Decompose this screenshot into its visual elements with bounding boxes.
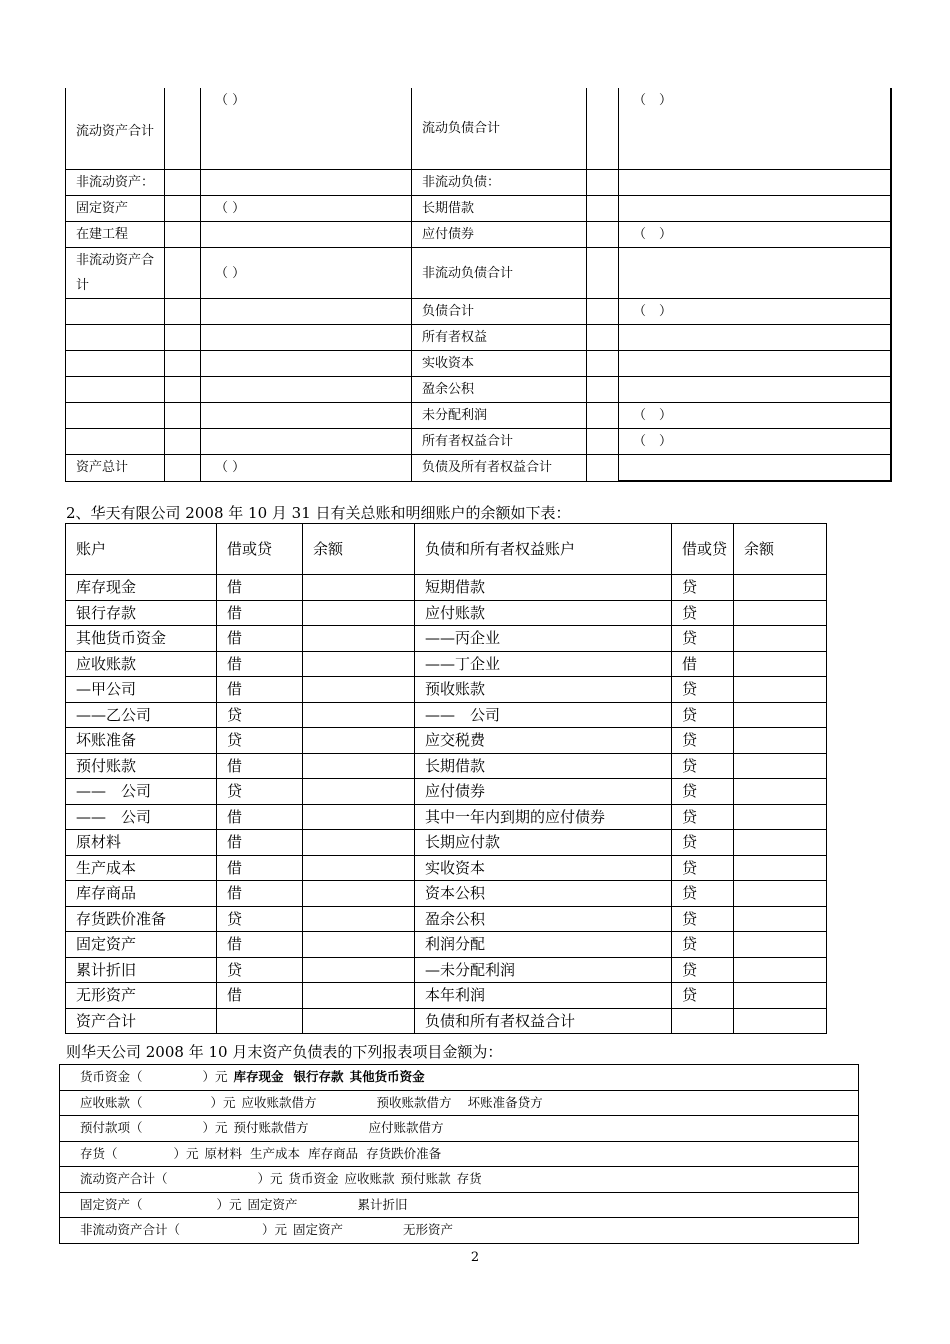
cell-liability-amount xyxy=(619,248,891,299)
table-row xyxy=(66,1008,827,1034)
cell-dc: 贷 xyxy=(217,957,303,983)
cell-blank xyxy=(165,170,201,196)
report-items-table xyxy=(59,1064,859,1244)
item-label: 存货（ xyxy=(80,1145,118,1161)
cell-liab-account: 负债和所有者权益合计 xyxy=(415,1008,672,1034)
cell-liab-balance xyxy=(734,881,827,907)
cell-blank xyxy=(587,351,619,377)
cell-liab-dc: 贷 xyxy=(672,600,734,626)
report-items-rows xyxy=(60,1065,859,1244)
cell-liab-balance xyxy=(734,1008,827,1034)
cell-liability-amount: （ ） xyxy=(619,403,891,429)
cell-liab-balance xyxy=(734,600,827,626)
cell-asset xyxy=(66,403,165,429)
cell-blank xyxy=(587,455,619,482)
cell-liab-balance xyxy=(734,957,827,983)
cell-liab-dc: 贷 xyxy=(672,983,734,1009)
cell-liab-account: 应交税费 xyxy=(415,728,672,754)
cell-liab-dc: 贷 xyxy=(672,575,734,601)
cell-liability-amount xyxy=(619,196,891,222)
cell-liability-amount xyxy=(619,351,891,377)
cell-liab-account: ——丁企业 xyxy=(415,651,672,677)
header-account: 账户 xyxy=(66,524,217,575)
cell-liab-balance xyxy=(734,804,827,830)
cell-account: —甲公司 xyxy=(66,677,217,703)
cell-dc: 贷 xyxy=(217,702,303,728)
cell-liab-dc xyxy=(672,1008,734,1034)
cell-asset xyxy=(66,299,165,325)
cell-liability: 流动负债合计 xyxy=(412,88,587,170)
table-row xyxy=(66,677,827,703)
cell-liab-dc: 贷 xyxy=(672,830,734,856)
cell-balance xyxy=(303,753,415,779)
cell-liab-balance xyxy=(734,932,827,958)
cell-liability-amount xyxy=(619,377,891,403)
cell-balance xyxy=(303,983,415,1009)
item-component: 固定资产 xyxy=(247,1196,298,1212)
item-component: 应收账款借方 xyxy=(241,1094,317,1110)
cell-liability: 长期借款 xyxy=(412,196,587,222)
cell-liab-balance xyxy=(734,753,827,779)
cell-blank xyxy=(587,403,619,429)
cell-liab-account: 预收账款 xyxy=(415,677,672,703)
cell-account: 库存商品 xyxy=(66,881,217,907)
item-label: 非流动资产合计（ xyxy=(80,1222,181,1238)
question-heading: 2、华天有限公司 2008 年 10 月 31 日有关总账和明细账户的余额如下表： xyxy=(66,504,571,522)
account-balance-table xyxy=(65,523,827,1034)
cell-dc xyxy=(217,1008,303,1034)
cell-blank xyxy=(165,299,201,325)
table-row xyxy=(66,248,891,299)
table-row xyxy=(66,222,891,248)
cell-liab-account: 实收资本 xyxy=(415,855,672,881)
table-row xyxy=(66,728,827,754)
item-component: 存货 xyxy=(456,1171,482,1187)
table-row xyxy=(66,804,827,830)
table-row xyxy=(66,299,891,325)
cell-blank xyxy=(165,196,201,222)
item-component: 固定资产 xyxy=(293,1222,344,1238)
cell-liab-account: 长期借款 xyxy=(415,753,672,779)
header-liab-balance: 余额 xyxy=(734,524,827,575)
cell-dc: 借 xyxy=(217,804,303,830)
table-row xyxy=(60,1090,859,1116)
cell-liability: 所有者权益 xyxy=(412,325,587,351)
cell-asset xyxy=(66,429,165,455)
item-component: 预付账款 xyxy=(400,1171,451,1187)
cell-liab-dc: 贷 xyxy=(672,881,734,907)
cell-account: 固定资产 xyxy=(66,932,217,958)
cell-liab-account: 盈余公积 xyxy=(415,906,672,932)
cell-dc: 借 xyxy=(217,932,303,958)
report-item xyxy=(60,1192,859,1218)
cell-liab-balance xyxy=(734,906,827,932)
cell-dc: 借 xyxy=(217,983,303,1009)
cell-account: —— 公司 xyxy=(66,779,217,805)
cell-asset-amount xyxy=(201,170,412,196)
cell-liab-account: 应付债券 xyxy=(415,779,672,805)
cell-account: 库存现金 xyxy=(66,575,217,601)
cell-liab-account: ——丙企业 xyxy=(415,626,672,652)
item-label: 固定资产（ xyxy=(80,1196,143,1212)
cell-liability-amount: （ ） xyxy=(619,88,891,170)
cell-liability-amount xyxy=(619,325,891,351)
cell-liability: 未分配利润 xyxy=(412,403,587,429)
cell-balance xyxy=(303,677,415,703)
table-row xyxy=(60,1192,859,1218)
cell-asset xyxy=(66,377,165,403)
table-row xyxy=(66,429,891,455)
cell-balance xyxy=(303,804,415,830)
table-row xyxy=(66,626,827,652)
cell-liability: 所有者权益合计 xyxy=(412,429,587,455)
cell-balance xyxy=(303,651,415,677)
cell-liab-balance xyxy=(734,626,827,652)
item-component: 银行存款 xyxy=(293,1069,344,1085)
cell-liab-dc: 贷 xyxy=(672,753,734,779)
item-component: 预付账款借方 xyxy=(233,1120,309,1136)
sub-heading: 则华天公司 2008 年 10 月末资产负债表的下列报表项目金额为： xyxy=(66,1043,503,1061)
table-row xyxy=(60,1065,859,1091)
cell-asset: 固定资产 xyxy=(66,196,165,222)
item-component: 其他货币资金 xyxy=(349,1069,425,1085)
cell-account: 银行存款 xyxy=(66,600,217,626)
cell-blank xyxy=(165,377,201,403)
item-unit: ）元 xyxy=(257,1171,283,1187)
cell-liability: 非流动负债： xyxy=(412,170,587,196)
table-row xyxy=(66,403,891,429)
item-component: 应付账款借方 xyxy=(368,1120,444,1136)
report-item xyxy=(60,1141,859,1167)
table-row xyxy=(66,575,827,601)
cell-liab-account: 资本公积 xyxy=(415,881,672,907)
cell-liability: 应付债券 xyxy=(412,222,587,248)
table-row xyxy=(66,88,891,170)
cell-liability: 负债及所有者权益合计 xyxy=(412,455,587,482)
table-row xyxy=(66,830,827,856)
cell-liab-dc: 贷 xyxy=(672,626,734,652)
table-row xyxy=(66,600,827,626)
cell-dc: 借 xyxy=(217,855,303,881)
cell-balance xyxy=(303,1008,415,1034)
table-row xyxy=(66,881,827,907)
cell-blank xyxy=(587,299,619,325)
item-component: 应收账款 xyxy=(344,1171,395,1187)
cell-account: 预付账款 xyxy=(66,753,217,779)
cell-liab-dc: 贷 xyxy=(672,855,734,881)
cell-account: ——乙公司 xyxy=(66,702,217,728)
item-label: 流动资产合计（ xyxy=(80,1171,168,1187)
cell-balance xyxy=(303,575,415,601)
cell-dc: 贷 xyxy=(217,779,303,805)
cell-asset-amount xyxy=(201,325,412,351)
item-component: 预收账款借方 xyxy=(376,1094,452,1110)
cell-liability: 非流动负债合计 xyxy=(412,248,587,299)
cell-liab-dc: 贷 xyxy=(672,932,734,958)
cell-blank xyxy=(165,248,201,299)
cell-blank xyxy=(587,325,619,351)
cell-liab-balance xyxy=(734,830,827,856)
cell-blank xyxy=(587,222,619,248)
cell-balance xyxy=(303,906,415,932)
cell-asset-amount xyxy=(201,351,412,377)
cell-dc: 借 xyxy=(217,651,303,677)
item-component: 库存商品 xyxy=(308,1145,359,1161)
cell-blank xyxy=(165,222,201,248)
cell-dc: 借 xyxy=(217,753,303,779)
cell-balance xyxy=(303,779,415,805)
item-component: 存货跌价准备 xyxy=(366,1145,442,1161)
cell-blank xyxy=(165,455,201,482)
cell-dc: 借 xyxy=(217,600,303,626)
cell-liability: 负债合计 xyxy=(412,299,587,325)
cell-liab-dc: 贷 xyxy=(672,779,734,805)
cell-balance xyxy=(303,932,415,958)
cell-liab-dc: 贷 xyxy=(672,804,734,830)
cell-balance xyxy=(303,881,415,907)
cell-account: 生产成本 xyxy=(66,855,217,881)
table-row xyxy=(66,196,891,222)
cell-asset-amount xyxy=(201,377,412,403)
table-row xyxy=(66,906,827,932)
cell-account: 无形资产 xyxy=(66,983,217,1009)
table-row xyxy=(66,351,891,377)
cell-account: 资产合计 xyxy=(66,1008,217,1034)
cell-liab-dc: 借 xyxy=(672,651,734,677)
cell-blank xyxy=(165,88,201,170)
account-balance-rows xyxy=(66,575,827,1034)
cell-liab-balance xyxy=(734,575,827,601)
cell-blank xyxy=(165,325,201,351)
cell-dc: 贷 xyxy=(217,906,303,932)
report-item xyxy=(60,1090,859,1116)
cell-dc: 借 xyxy=(217,575,303,601)
cell-balance xyxy=(303,600,415,626)
cell-asset-amount: （ ） xyxy=(201,88,412,170)
table-row xyxy=(66,753,827,779)
cell-dc: 借 xyxy=(217,677,303,703)
table-row xyxy=(60,1218,859,1244)
cell-liab-account: 应付账款 xyxy=(415,600,672,626)
cell-liab-account: 其中一年内到期的应付债券 xyxy=(415,804,672,830)
cell-liab-balance xyxy=(734,779,827,805)
item-component: 无形资产 xyxy=(403,1222,454,1238)
cell-balance xyxy=(303,830,415,856)
cell-liability-amount: （ ） xyxy=(619,299,891,325)
cell-asset-amount xyxy=(201,222,412,248)
item-component: 原材料 xyxy=(204,1145,243,1161)
cell-asset: 在建工程 xyxy=(66,222,165,248)
cell-balance xyxy=(303,728,415,754)
cell-dc: 借 xyxy=(217,881,303,907)
cell-liab-balance xyxy=(734,651,827,677)
table-row xyxy=(66,957,827,983)
table-row xyxy=(60,1167,859,1193)
cell-asset: 资产总计 xyxy=(66,455,165,482)
cell-liability: 盈余公积 xyxy=(412,377,587,403)
table-row xyxy=(66,779,827,805)
cell-liab-dc: 贷 xyxy=(672,702,734,728)
cell-dc: 借 xyxy=(217,830,303,856)
item-component: 库存现金 xyxy=(233,1069,284,1085)
table-row xyxy=(66,325,891,351)
cell-liab-balance xyxy=(734,677,827,703)
table-row xyxy=(66,932,827,958)
item-unit: ）元 xyxy=(202,1120,228,1136)
cell-liab-balance xyxy=(734,702,827,728)
cell-liab-balance xyxy=(734,855,827,881)
report-item xyxy=(60,1167,859,1193)
table-row xyxy=(66,377,891,403)
cell-account: 其他货币资金 xyxy=(66,626,217,652)
cell-blank xyxy=(587,88,619,170)
item-component: 累计折旧 xyxy=(357,1196,408,1212)
cell-liability: 实收资本 xyxy=(412,351,587,377)
cell-account: 原材料 xyxy=(66,830,217,856)
item-component: 生产成本 xyxy=(250,1145,301,1161)
cell-blank xyxy=(587,377,619,403)
cell-balance xyxy=(303,957,415,983)
cell-balance xyxy=(303,626,415,652)
cell-asset-amount xyxy=(201,403,412,429)
table-row xyxy=(60,1116,859,1142)
cell-balance xyxy=(303,702,415,728)
cell-blank xyxy=(587,196,619,222)
cell-liab-balance xyxy=(734,983,827,1009)
cell-liab-dc: 贷 xyxy=(672,728,734,754)
table-row xyxy=(66,855,827,881)
table-row xyxy=(66,702,827,728)
cell-blank xyxy=(587,170,619,196)
cell-account: 存货跌价准备 xyxy=(66,906,217,932)
cell-blank xyxy=(165,351,201,377)
item-component: 货币资金 xyxy=(288,1171,339,1187)
table-row xyxy=(66,455,891,482)
cell-asset: 流动资产合计 xyxy=(66,88,165,170)
cell-dc: 贷 xyxy=(217,728,303,754)
table-header-row xyxy=(66,524,827,575)
header-dc: 借或贷 xyxy=(217,524,303,575)
cell-balance xyxy=(303,855,415,881)
table-row xyxy=(60,1141,859,1167)
cell-asset-amount: （ ） xyxy=(201,248,412,299)
cell-asset-amount xyxy=(201,299,412,325)
cell-asset-amount xyxy=(201,429,412,455)
cell-asset: 非流动资产： xyxy=(66,170,165,196)
cell-liab-dc: 贷 xyxy=(672,906,734,932)
cell-liab-account: —未分配利润 xyxy=(415,957,672,983)
cell-liab-account: 利润分配 xyxy=(415,932,672,958)
cell-liab-dc: 贷 xyxy=(672,957,734,983)
header-liab-account: 负债和所有者权益账户 xyxy=(415,524,672,575)
table-row xyxy=(66,170,891,196)
cell-liab-balance xyxy=(734,728,827,754)
item-label: 预付款项（ xyxy=(80,1120,143,1136)
cell-asset xyxy=(66,351,165,377)
item-unit: ）元 xyxy=(262,1222,288,1238)
cell-asset xyxy=(66,325,165,351)
cell-blank xyxy=(165,429,201,455)
table-row xyxy=(66,651,827,677)
cell-liability-amount xyxy=(619,455,891,482)
cell-liab-account: 长期应付款 xyxy=(415,830,672,856)
cell-liability-amount xyxy=(619,170,891,196)
cell-account: 坏账准备 xyxy=(66,728,217,754)
item-component: 坏账准备贷方 xyxy=(467,1094,543,1110)
cell-blank xyxy=(165,403,201,429)
cell-account: 累计折旧 xyxy=(66,957,217,983)
report-item xyxy=(60,1116,859,1142)
page-number: 2 xyxy=(470,1250,480,1265)
header-liab-dc: 借或贷 xyxy=(672,524,734,575)
report-item xyxy=(60,1218,859,1244)
item-unit: ）元 xyxy=(216,1196,242,1212)
cell-account: —— 公司 xyxy=(66,804,217,830)
cell-dc: 借 xyxy=(217,626,303,652)
table-row xyxy=(66,983,827,1009)
cell-blank xyxy=(587,429,619,455)
cell-liab-account: 短期借款 xyxy=(415,575,672,601)
cell-account: 应收账款 xyxy=(66,651,217,677)
item-label: 货币资金（ xyxy=(80,1069,143,1085)
balance-sheet-table xyxy=(65,88,892,482)
cell-liab-account: 本年利润 xyxy=(415,983,672,1009)
cell-liab-account: —— 公司 xyxy=(415,702,672,728)
item-label: 应收账款（ xyxy=(80,1094,143,1110)
item-unit: ）元 xyxy=(210,1094,236,1110)
cell-asset-amount: （ ） xyxy=(201,455,412,482)
cell-liability-amount: （ ） xyxy=(619,429,891,455)
cell-blank xyxy=(587,248,619,299)
item-unit: ）元 xyxy=(173,1145,199,1161)
cell-asset-amount: （ ） xyxy=(201,196,412,222)
cell-asset: 非流动资产合计 xyxy=(66,248,165,299)
report-item xyxy=(60,1065,859,1091)
item-unit: ）元 xyxy=(202,1069,228,1085)
header-balance: 余额 xyxy=(303,524,415,575)
cell-liability-amount: （ ） xyxy=(619,222,891,248)
cell-liab-dc: 贷 xyxy=(672,677,734,703)
